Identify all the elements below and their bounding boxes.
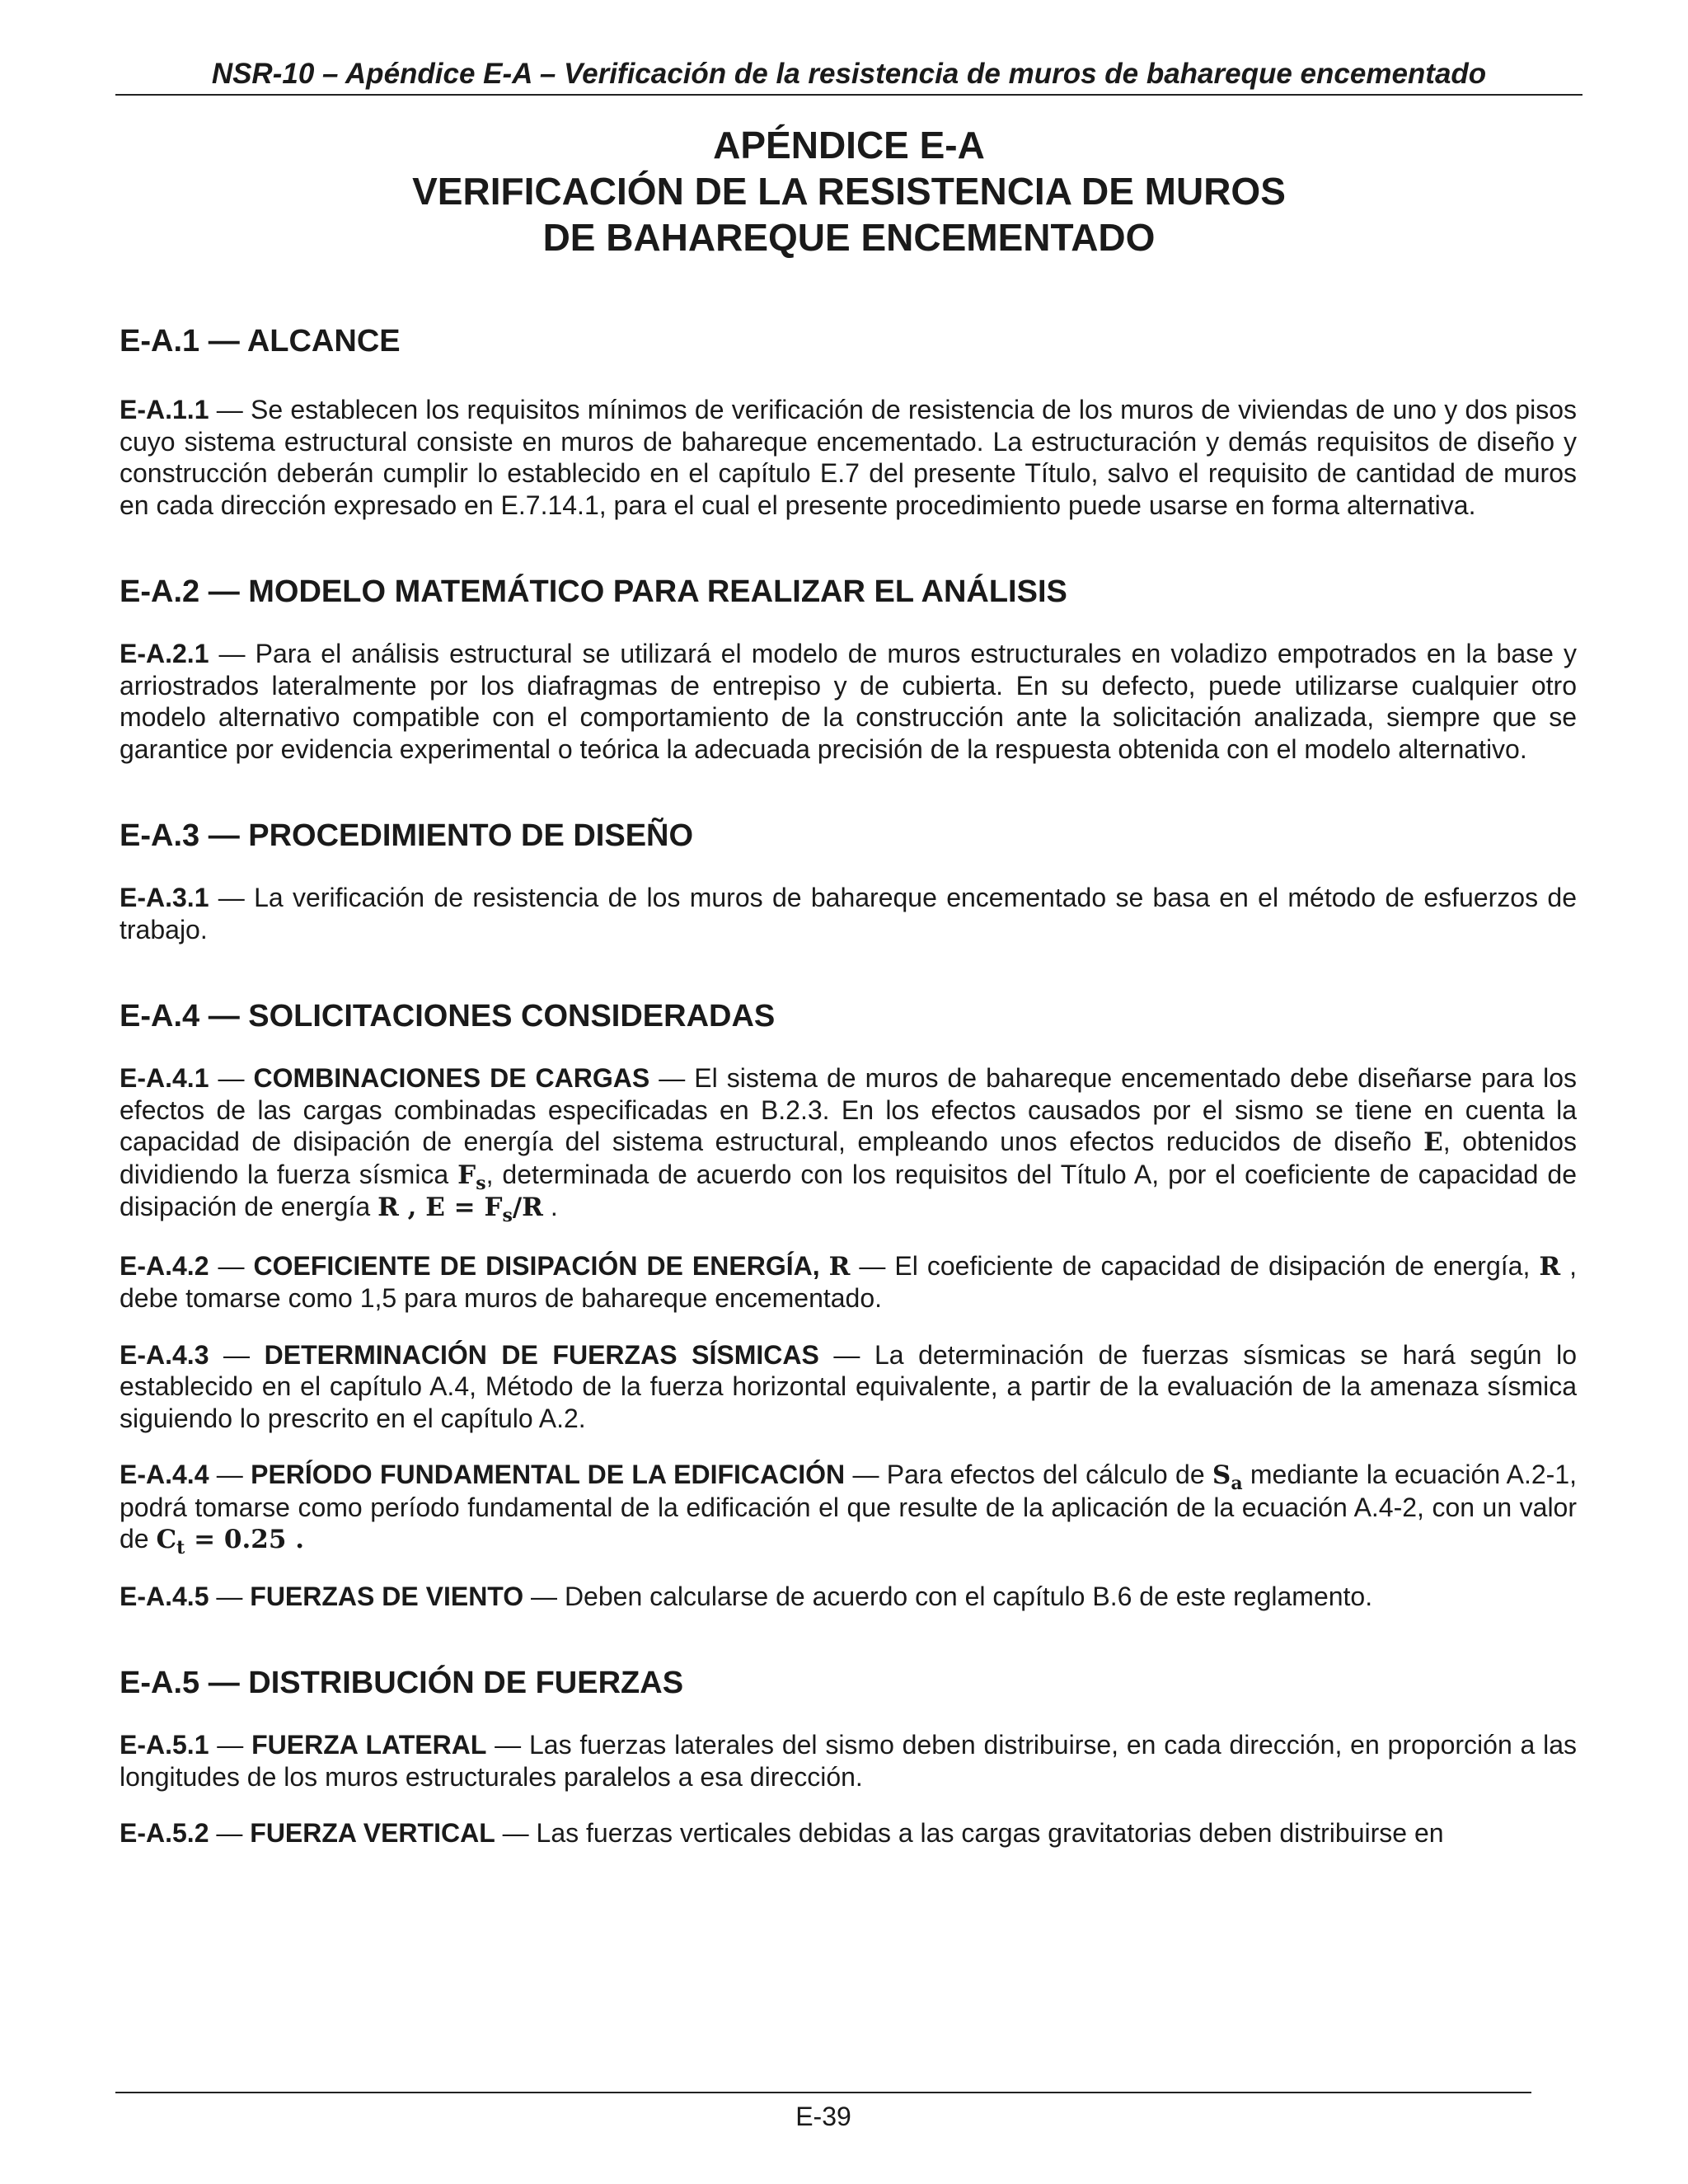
paragraph-e-a-4-1: E-A.4.1 — COMBINACIONES DE CARGAS — El sistema de muros de bahareque encementado debe diseñarse para los efectos de las cargas combinadas especificadas en B.2.3. En los efectos causados por el sismo se tiene en cuenta la capacidad de disipación de energía del sistema estructural, empleando unos efectos reducidos de diseño E, obtenidos dividiendo la fuerza sísmica $F_s$, determinada de acuerdo con los requisitos del Título A, por el coeficiente de capacidad de disipación de energía R , $E = F_s/R$ . xyxy=(120,1063,1578,1226)
symbol-F: F xyxy=(457,1160,476,1190)
clause-number: E-A.5.1 xyxy=(120,1730,209,1760)
clause-number: E-A.4.5 xyxy=(120,1581,209,1611)
symbol-S: S xyxy=(1212,1460,1231,1490)
page-number: E-39 xyxy=(795,2102,851,2131)
clause-title: FUERZA VERTICAL xyxy=(250,1818,495,1848)
paragraph-e-a-4-5: E-A.4.5 — FUERZAS DE VIENTO — Deben calcularse de acuerdo con el capítulo B.6 de este reglamento. xyxy=(120,1581,1373,1611)
paragraph-text: — Las fuerzas laterales del sismo deben distribuirse, en cada dirección, en proporción a las longitudes de los muros estructurales paralelos a esa dirección. xyxy=(120,1730,1578,1792)
paragraph-text: — La verificación de resistencia de los muros de bahareque encementado se basa en el método de esfuerzos de trabajo. xyxy=(120,883,1577,944)
paragraph-text: — El sistema de muros de bahareque encementado debe diseñarse para los efectos de las cargas combinadas especificadas en B.2.3. En los efectos causados por el sismo se tiene en cuenta la capacidad de disipación de energía del sistema estructural, empleando unos efectos reducidos de diseño xyxy=(120,1063,1578,1156)
document-body xyxy=(120,321,1577,1849)
page-title xyxy=(115,122,1582,260)
symbol-subscript: s xyxy=(476,1172,486,1194)
equation-rhs: = 0.25 xyxy=(185,1525,287,1554)
paragraph-e-a-4-3: E-A.4.3 — DETERMINACIÓN DE FUERZAS SÍSMICAS — La determinación de fuerzas sísmicas se hará según lo establecido en el capítulo A.4, Método de la fuerza horizontal equivalente, a partir de la evaluación de la amenaza sísmica siguiendo lo prescrito en el capítulo A.2. xyxy=(120,1339,1578,1433)
equation-subscript: s xyxy=(502,1205,513,1226)
clause-number: E-A.5.2 xyxy=(120,1818,209,1848)
section-heading-alcance: E-A.1 — ALCANCE xyxy=(120,324,401,359)
clause-number: E-A.4.3 xyxy=(120,1339,209,1370)
paragraph-text: — Deben calcularse de acuerdo con el capítulo B.6 de este reglamento. xyxy=(523,1581,1373,1611)
title-line-1: APÉNDICE E-A xyxy=(713,124,985,166)
paragraph-text: — La determinación de fuerzas sísmicas se hará según lo establecido en el capítulo A.4, Método de la fuerza horizontal equivalente, a partir de la evaluación de la amenaza sísmica siguiendo lo prescrito en el capítulo A.2. xyxy=(120,1339,1578,1433)
equation-lhs: C xyxy=(156,1525,177,1554)
paragraph-e-a-5-2: E-A.5.2 — FUERZA VERTICAL — Las fuerzas verticales debidas a las cargas gravitatorias deben distribuirse en xyxy=(120,1818,1444,1848)
paragraph-e-a-4-2: E-A.4.2 — COEFICIENTE DE DISIPACIÓN DE ENERGÍA, R — El coeficiente de capacidad de disipación de energía, R , debe tomarse como 1,5 para muros de bahareque encementado. xyxy=(120,1250,1578,1313)
clause-title: FUERZA LATERAL xyxy=(251,1730,487,1760)
clause-number: E-A.4.2 xyxy=(120,1250,209,1281)
clause-number: E-A.2.1 xyxy=(120,639,209,668)
section-heading-distribucion: E-A.5 — DISTRIBUCIÓN DE FUERZAS xyxy=(120,1666,684,1700)
paragraph-text: mediante la ecuación A.2-1, podrá tomarse como período fundamental de la edificación el que resulte de la aplicación de la ecuación A.4-2, con un valor de xyxy=(120,1460,1578,1554)
symbol-E: E xyxy=(1423,1127,1443,1157)
paragraph-text: — Para el análisis estructural se utilizará el modelo de muros estructurales en voladizo empotrados en la base y arriostrados lateralmente por los diafragmas de entrepiso y de cubierta. En su defecto, puede utilizarse cualquier otro modelo alternativo compatible con el comportamiento de la construcción ante la solicitación analizada, siempre que se garantice por evidencia experimental o teórica la adecuada precisión de la respuesta obtenida con el modelo alternativo. xyxy=(120,639,1577,764)
paragraph-text: — Para efectos del cálculo de xyxy=(845,1460,1212,1489)
footer-rule xyxy=(115,2092,1531,2093)
paragraph-e-a-3-1 xyxy=(120,882,1577,945)
clause-title: FUERZAS DE VIENTO xyxy=(250,1581,524,1611)
clause-title: COEFICIENTE DE DISIPACIÓN DE ENERGÍA, xyxy=(253,1250,820,1281)
section-heading-procedimiento: E-A.3 — PROCEDIMIENTO DE DISEÑO xyxy=(120,818,694,853)
paragraph-text: — Las fuerzas verticales debidas a las cargas gravitatorias deben distribuirse en xyxy=(495,1818,1444,1848)
paragraph-text: . xyxy=(542,1192,558,1221)
clause-number: E-A.4.4 xyxy=(120,1460,209,1489)
equation-rhs: /R xyxy=(512,1193,543,1222)
equation-E xyxy=(425,1193,543,1226)
symbol-Fs xyxy=(457,1160,486,1194)
paragraph-text: — Se establecen los requisitos mínimos de verificación de resistencia de los muros de viviendas de uno y dos pisos cuyo sistema estructural consiste en muros de bahareque encementado. La estructuración y demás requisitos de diseño y construcción deberán cumplir lo establecido en el capítulo E.7 del presente Título, salvo el requisito de cantidad de muros en cada dirección expresado en E.7.14.1, para el cual el presente procedimiento puede usarse en forma alternativa. xyxy=(120,395,1577,520)
clause-title: DETERMINACIÓN DE FUERZAS SÍSMICAS xyxy=(264,1339,819,1370)
period: . xyxy=(286,1525,304,1554)
paragraph-e-a-1-1 xyxy=(120,394,1577,521)
section-heading-solicitaciones: E-A.4 — SOLICITACIONES CONSIDERADAS xyxy=(120,999,776,1033)
paragraph-text: — El coeficiente de capacidad de disipación de energía, xyxy=(850,1250,1540,1281)
title-line-3: DE BAHAREQUE ENCEMENTADO xyxy=(542,216,1156,259)
symbol-R: R xyxy=(828,1251,851,1282)
equation-subscript: t xyxy=(176,1537,185,1558)
paragraph-text: , obtenidos dividiendo la fuerza sísmica xyxy=(120,1127,1578,1189)
symbol-R: R xyxy=(1539,1251,1561,1282)
comma: , xyxy=(398,1193,426,1222)
equation-lhs: E = F xyxy=(425,1193,503,1222)
paragraph-text: , determinada de acuerdo con los requisitos del Título A, por el coeficiente de capacidad de disipación de energía xyxy=(120,1159,1578,1221)
symbol-subscript: a xyxy=(1231,1473,1243,1494)
title-line-2: VERIFICACIÓN DE LA RESISTENCIA DE MUROS xyxy=(412,170,1286,213)
header-rule xyxy=(115,94,1582,96)
running-header: NSR-10 – Apéndice E-A – Verificación de la resistencia de muros de bahareque encementado xyxy=(211,58,1487,90)
clause-title: PERÍODO FUNDAMENTAL DE LA EDIFICACIÓN xyxy=(251,1460,846,1489)
clause-number: E-A.4.1 xyxy=(120,1063,209,1093)
paragraph-e-a-4-4: E-A.4.4 — PERÍODO FUNDAMENTAL DE LA EDIFICACIÓN — Para efectos del cálculo de $S_a$ mediante la ecuación A.2-1, podrá tomarse como período fundamental de la edificación el que resulte de la aplicación de la ecuación A.4-2, con un valor de $C_t = 0.25$ . xyxy=(120,1460,1578,1558)
clause-number: E-A.1.1 xyxy=(120,395,209,424)
section-heading-modelo: E-A.2 — MODELO MATEMÁTICO PARA REALIZAR EL ANÁLISIS xyxy=(120,574,1067,609)
symbol-R: R xyxy=(377,1193,399,1222)
clause-number: E-A.3.1 xyxy=(120,883,209,912)
symbol-Sa xyxy=(1212,1460,1243,1494)
paragraph-e-a-5-1: E-A.5.1 — FUERZA LATERAL — Las fuerzas laterales del sismo deben distribuirse, en cada dirección, en proporción a las longitudes de los muros estructurales paralelos a esa dirección. xyxy=(120,1730,1578,1792)
clause-title: COMBINACIONES DE CARGAS xyxy=(253,1063,650,1093)
equation-Ct xyxy=(156,1525,287,1558)
paragraph-e-a-2-1 xyxy=(120,638,1577,765)
paragraph-text: , debe tomarse como 1,5 para muros de bahareque encementado. xyxy=(120,1250,1578,1313)
